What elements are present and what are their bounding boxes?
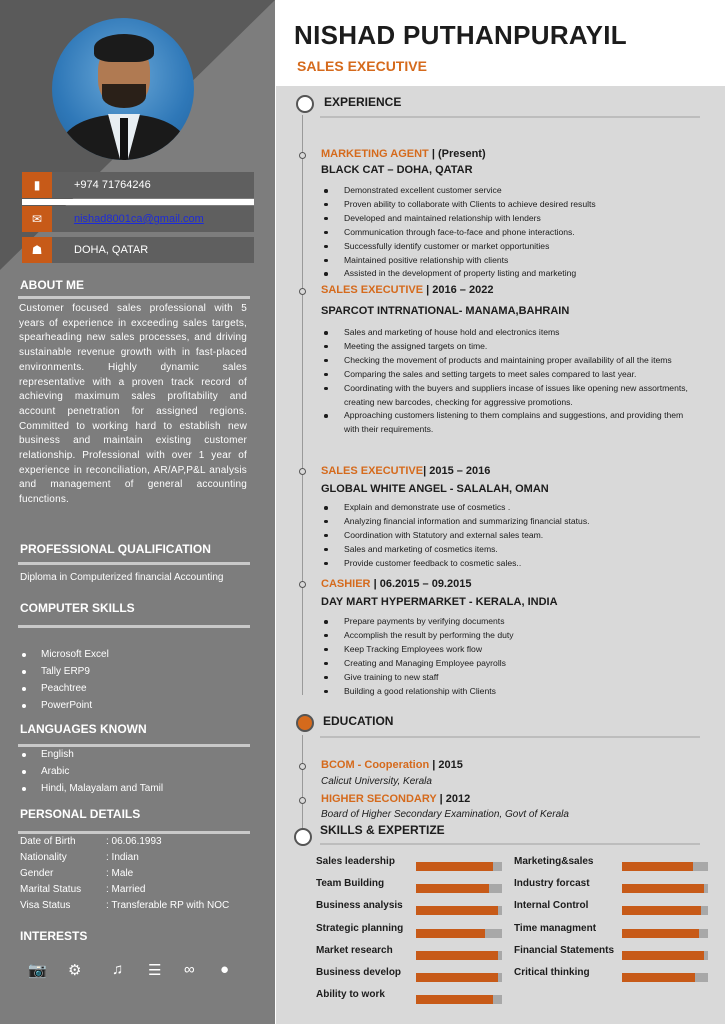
phone-icon: ▮ <box>22 172 52 198</box>
skill-bar <box>622 884 708 893</box>
bicycle-icon: ∞ <box>184 961 195 978</box>
graduation-cap-icon <box>296 714 314 732</box>
skill-label: Time managment <box>514 922 597 934</box>
job-duties <box>344 615 700 698</box>
job-role: SALES EXECUTIVE <box>297 58 427 74</box>
list-item: Arabic <box>41 763 163 780</box>
skill-bar-fill <box>622 862 693 871</box>
skill-bar <box>622 973 708 982</box>
education-place: Calicut University, Kerala <box>321 776 432 787</box>
skill-label: Financial Statements <box>514 944 615 956</box>
skill-bar-fill <box>416 906 498 915</box>
timeline-dot <box>299 581 306 588</box>
list-item: Communication through face-to-face and phone interactions. <box>344 226 700 240</box>
list-item: Sales and marketing of cosmetics items. <box>344 543 700 557</box>
timeline-dot <box>299 288 306 295</box>
list-item: PowerPoint <box>41 697 109 714</box>
skill-bar <box>416 995 502 1004</box>
about-text: Customer focused sales professional with 5 years of experience in exceeding sales targets, spearheading new sales processes, and driving sustainable revenue growth with in fast-placed environments. Highly dynamic sales representative with a proven track record of achieving maximum sales profitability and account penetration for assigned regions. Committed to working hard to establish new business and maintain existing customer relationship. Professional with over 1 year of experience in reconciliation, AR/AP,P&L analysis and management of general accounting fucnctions. <box>19 303 247 506</box>
phone-number: +974 71764246 <box>74 179 151 191</box>
computer-skills-list <box>41 646 109 714</box>
music-icon: ♫ <box>112 961 124 978</box>
computer-skills-heading: COMPUTER SKILLS <box>20 601 135 615</box>
timeline-dot <box>299 468 306 475</box>
list-item: Accomplish the result by performing the duty <box>344 629 700 643</box>
about-heading: ABOUT ME <box>20 278 84 292</box>
job-company: DAY MART HYPERMARKET - KERALA, INDIA <box>321 596 558 608</box>
list-item: Keep Tracking Employees work flow <box>344 643 700 657</box>
skill-bar <box>416 929 502 938</box>
list-item: Give training to new staff <box>344 671 700 685</box>
contact-location <box>22 237 254 263</box>
divider <box>18 625 250 628</box>
skill-bar <box>622 951 708 960</box>
skill-label: Market research <box>316 944 393 956</box>
personal-row: Date of Birth : 06.06.1993 <box>20 836 162 847</box>
skill-bar-fill <box>416 973 498 982</box>
list-item: Assisted in the development of property listing and marketing <box>344 267 700 281</box>
divider <box>320 736 700 738</box>
interests-icons <box>20 955 248 991</box>
list-item: Coordination with Statutory and external sales team. <box>344 529 700 543</box>
skill-label: Industry forcast <box>514 878 590 890</box>
list-item: Peachtree <box>41 680 109 697</box>
list-item: Comparing the sales and setting targets to meet sales compared to last year. <box>344 368 700 382</box>
skill-bar-fill <box>416 995 493 1004</box>
skill-bar-fill <box>416 951 498 960</box>
list-item: Tally ERP9 <box>41 663 109 680</box>
skill-bar <box>622 862 708 871</box>
email-icon: ✉ <box>22 206 52 232</box>
camera-icon: 📷 <box>28 962 47 979</box>
skill-bar <box>416 906 502 915</box>
list-item: Prepare payments by verifying documents <box>344 615 700 629</box>
skill-bar <box>416 884 502 893</box>
skill-label: Business analysis <box>316 900 403 912</box>
skill-bar-fill <box>622 973 695 982</box>
list-item: Explain and demonstrate use of cosmetics . <box>344 501 700 515</box>
skill-bar <box>416 951 502 960</box>
languages-list <box>41 746 163 797</box>
job-title: CASHIER | 06.2015 – 09.2015 <box>321 578 472 590</box>
skill-bar-fill <box>622 884 704 893</box>
timeline-line <box>302 735 303 830</box>
personal-row: Gender : Male <box>20 868 134 879</box>
divider <box>320 843 700 845</box>
job-company: GLOBAL WHITE ANGEL - SALALAH, OMAN <box>321 483 549 495</box>
divider <box>18 562 250 565</box>
list-item: Approaching customers listening to them complains and suggestions, and providing them with their requirements. <box>344 409 700 437</box>
list-item: Proven ability to collaborate with Clients to achieve desired results <box>344 198 700 212</box>
skill-bar-fill <box>416 884 489 893</box>
skill-label: Business develop <box>316 967 402 978</box>
books-icon: ☰ <box>148 962 162 979</box>
list-item: Analyzing financial information and summarizing financial status. <box>344 515 700 529</box>
personal-row: Visa Status : Transferable RP with NOC <box>20 900 230 911</box>
skill-bar-fill <box>622 906 701 915</box>
job-duties <box>344 184 700 281</box>
education-title: BCOM - Cooperation | 2015 <box>321 759 463 771</box>
experience-heading: EXPERIENCE <box>324 95 402 109</box>
skill-label: Critical thinking <box>514 967 590 978</box>
languages-heading: LANGUAGES KNOWN <box>20 722 147 736</box>
interests-heading: INTERESTS <box>20 929 88 943</box>
job-title: SALES EXECUTIVE| 2015 – 2016 <box>321 465 491 477</box>
location-text: DOHA, QATAR <box>74 244 149 256</box>
skill-label: Internal Control <box>514 900 589 912</box>
personal-row: Nationality : Indian <box>20 852 139 863</box>
list-item: Developed and maintained relationship with lenders <box>344 212 700 226</box>
skill-label: Marketing&sales <box>514 856 594 867</box>
education-heading: EDUCATION <box>323 714 394 728</box>
qualification-heading: PROFESSIONAL QUALIFICATION <box>20 542 211 556</box>
list-item: Building a good relationship with Clients <box>344 685 700 699</box>
timeline-dot <box>299 152 306 159</box>
motorbike-icon: ⚙ <box>68 962 82 979</box>
list-item: Sales and marketing of house hold and electronics items <box>344 326 700 340</box>
cricket-icon: ● <box>220 961 230 978</box>
contact-phone <box>22 172 254 198</box>
skill-label: Ability to work <box>316 989 385 1001</box>
skill-label: Strategic planning <box>316 922 404 934</box>
job-title: SALES EXECUTIVE | 2016 – 2022 <box>321 284 494 296</box>
skill-bar-fill <box>416 929 485 938</box>
location-icon: ☗ <box>22 237 52 263</box>
skill-bar-fill <box>416 862 493 871</box>
timeline-line <box>302 115 303 695</box>
list-item: Meeting the assigned targets on time. <box>344 340 700 354</box>
divider <box>320 116 700 118</box>
skills-heading: SKILLS & EXPERTIZE <box>320 823 445 837</box>
full-name: NISHAD PUTHANPURAYIL <box>294 20 627 50</box>
skill-label: Sales leadership <box>316 856 395 867</box>
skill-bar <box>416 862 502 871</box>
personal-heading: PERSONAL DETAILS <box>20 807 141 821</box>
skill-bar <box>622 906 708 915</box>
list-item: Demonstrated excellent customer service <box>344 184 700 198</box>
education-place: Board of Higher Secondary Examination, Govt of Kerala <box>321 809 569 820</box>
contact-email <box>22 206 254 232</box>
job-company: SPARCOT INTRNATIONAL- MANAMA,BAHRAIN <box>321 305 570 317</box>
education-title: HIGHER SECONDARY | 2012 <box>321 793 471 805</box>
personal-row: Marital Status : Married <box>20 884 146 895</box>
list-item: Maintained positive relationship with clients <box>344 254 700 268</box>
list-item: Provide customer feedback to cosmetic sales.. <box>344 557 700 571</box>
qualification-text: Diploma in Computerized financial Accounting <box>20 572 224 583</box>
sidebar <box>0 0 275 1024</box>
list-item: English <box>41 746 163 763</box>
profile-photo <box>52 18 194 160</box>
list-item: Microsoft Excel <box>41 646 109 663</box>
email-link[interactable]: nishad8001ca@gmail.com <box>74 213 204 225</box>
skill-bar-fill <box>622 929 699 938</box>
skill-label: Team Building <box>316 878 385 890</box>
skill-bar <box>416 973 502 982</box>
list-item: Creating and Managing Employee payrolls <box>344 657 700 671</box>
skill-bar-fill <box>622 951 704 960</box>
job-duties <box>344 326 700 437</box>
divider <box>22 199 254 205</box>
job-duties <box>344 501 700 571</box>
skill-bar <box>622 929 708 938</box>
job-title: MARKETING AGENT | (Present) <box>321 148 486 160</box>
list-item: Checking the movement of products and maintaining proper availability of all the items <box>344 354 700 368</box>
timeline-dot <box>299 763 306 770</box>
gauge-icon <box>294 828 312 846</box>
list-item: Hindi, Malayalam and Tamil <box>41 780 163 797</box>
job-company: BLACK CAT – DOHA, QATAR <box>321 164 473 176</box>
briefcase-icon <box>296 95 314 113</box>
list-item: Coordinating with the buyers and suppliers incase of issues like opening new assortments, creating new barcodes, checking for aggressive promotions. <box>344 382 700 410</box>
timeline-dot <box>299 797 306 804</box>
divider <box>18 296 250 299</box>
list-item: Successfully identify customer or market opportunities <box>344 240 700 254</box>
